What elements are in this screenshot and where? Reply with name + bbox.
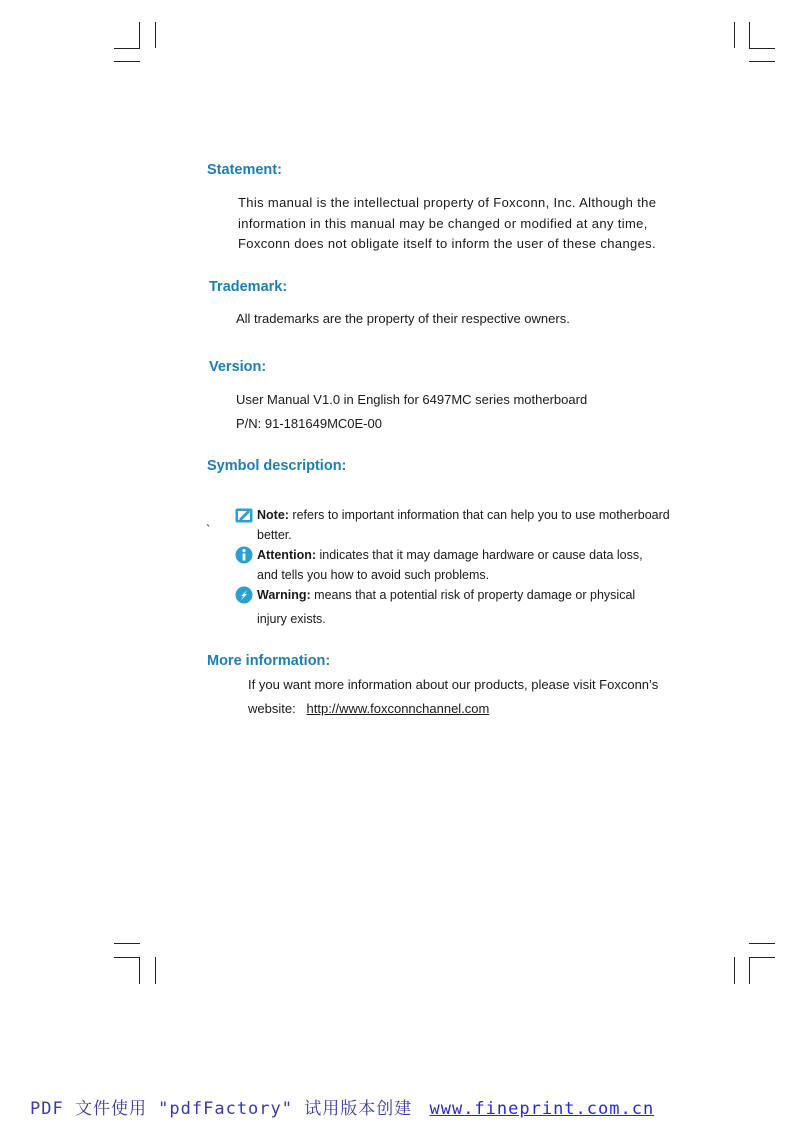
crop-mark: [155, 22, 156, 48]
symbol-label: Attention:: [257, 548, 317, 562]
crop-mark: [139, 957, 140, 984]
symbol-text: [257, 583, 693, 631]
crop-mark: [734, 957, 735, 984]
symbol-description: indicates that it may damage hardware or cause data loss,: [316, 548, 643, 562]
more-info-heading: More information:: [207, 653, 331, 669]
symbol-description-cont: better.: [257, 528, 292, 542]
crop-mark: [734, 22, 735, 48]
statement-line: Foxconn does not obligate itself to inform the user of these changes.: [238, 236, 656, 251]
more-info-text: [248, 673, 698, 721]
crop-mark: [749, 957, 750, 984]
version-text: [236, 388, 686, 436]
crop-mark: [114, 48, 140, 49]
symbol-text: [257, 505, 693, 545]
crop-mark: [749, 957, 775, 958]
symbol-heading: Symbol description:: [207, 458, 347, 474]
crop-mark: [114, 61, 140, 62]
crop-mark: [155, 957, 156, 984]
crop-mark: [114, 943, 140, 944]
note-icon: [235, 506, 253, 524]
symbol-description-cont: injury exists.: [257, 612, 326, 626]
symbol-description-cont: and tells you how to avoid such problems.: [257, 568, 490, 582]
crop-mark: [749, 61, 775, 62]
symbol-text: [257, 545, 693, 585]
attention-icon: [235, 546, 253, 564]
version-manual: User Manual V1.0 in English for 6497MC series motherboard: [236, 392, 588, 407]
crop-mark: [139, 22, 140, 48]
symbol-label: Warning:: [257, 588, 311, 602]
statement-text: [238, 193, 688, 255]
footer-stamp: PDF 文件使用 "pdfFactory" 试用版本创建: [30, 1099, 413, 1119]
more-info-line: If you want more information about our products, please visit Foxconn’s: [248, 677, 659, 692]
footer-link[interactable]: www.fineprint.com.cn: [429, 1099, 655, 1119]
statement-heading: Statement:: [207, 162, 282, 178]
trademark-line: All trademarks are the property of their respective owners.: [236, 311, 570, 326]
symbol-description: refers to important information that can help you to use motherboard: [288, 508, 670, 522]
more-info-website: [248, 697, 698, 721]
version-part-number: P/N: 91-181649MC0E-00: [236, 416, 382, 431]
crop-mark: [749, 22, 750, 48]
crop-mark: [749, 48, 775, 49]
statement-line: This manual is the intellectual property of Foxconn, Inc. Although the: [238, 195, 657, 210]
symbol-label: Note:: [257, 508, 289, 522]
trademark-heading: Trademark:: [209, 279, 288, 295]
version-heading: Version:: [209, 359, 267, 375]
crop-mark: [114, 957, 140, 958]
warning-icon: [235, 586, 253, 604]
symbol-description: means that a potential risk of property damage or physical: [310, 588, 636, 602]
website-link[interactable]: http://www.foxconnchannel.com: [306, 701, 490, 716]
website-label: website:: [248, 701, 296, 716]
statement-line: information in this manual may be changed or modified at any time,: [238, 215, 648, 231]
pdffactory-footer: [30, 1094, 654, 1120]
trademark-text: [236, 309, 686, 330]
stray-mark: `: [206, 522, 211, 537]
crop-mark: [749, 943, 775, 944]
